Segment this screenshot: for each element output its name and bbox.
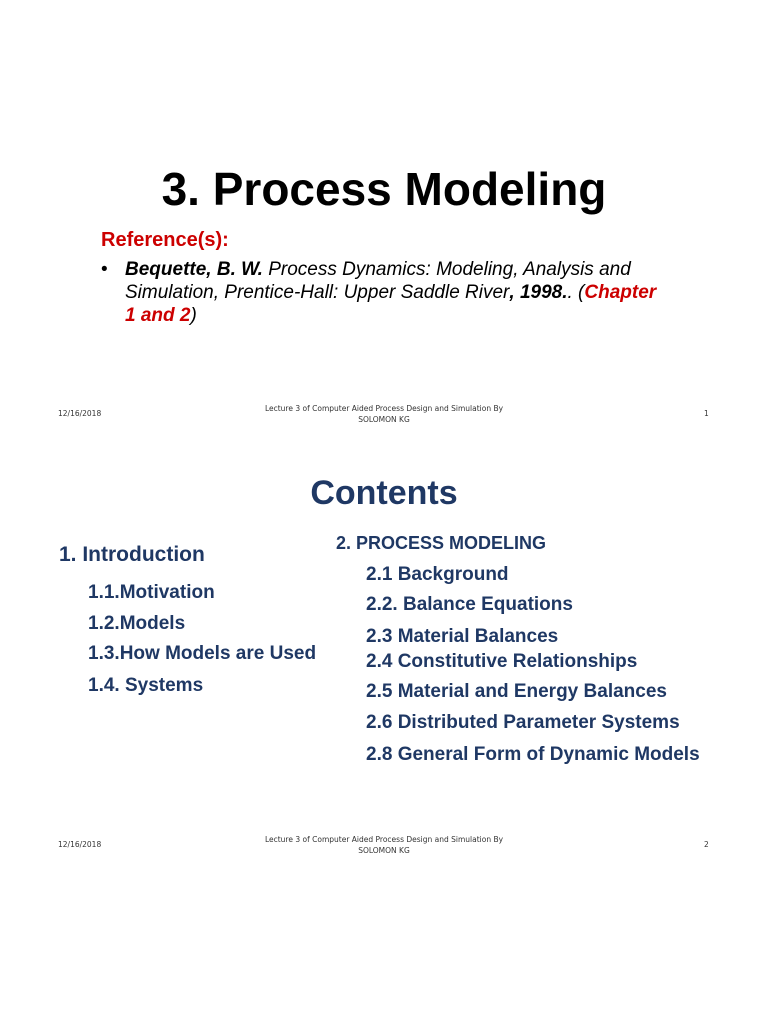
footer-caption bbox=[234, 834, 534, 856]
contents-item: 1.1.Motivation bbox=[88, 582, 215, 603]
contents-item: 1.4. Systems bbox=[88, 675, 204, 696]
footer-caption-line: SOLOMON KG bbox=[358, 846, 410, 855]
contents-item: 2.2. Balance Equations bbox=[366, 594, 573, 615]
footer-page-number: 1 bbox=[704, 409, 709, 418]
bullet-icon: • bbox=[101, 259, 108, 280]
contents-item: 1.3.How Models are Used bbox=[88, 643, 317, 664]
contents-item: 1.2.Models bbox=[88, 613, 186, 634]
reference-entry bbox=[101, 258, 671, 327]
reference-year: , 1998. bbox=[509, 282, 568, 303]
reference-punct: . ( bbox=[567, 282, 585, 303]
footer-caption bbox=[234, 403, 534, 425]
slide-title: 3. Process Modeling bbox=[161, 163, 607, 215]
footer-date: 12/16/2018 bbox=[58, 409, 102, 418]
contents-heading-introduction: 1. Introduction bbox=[59, 543, 205, 566]
contents-item: 2.5 Material and Energy Balances bbox=[366, 681, 667, 702]
contents-heading-process-modeling: 2. PROCESS MODELING bbox=[336, 533, 547, 553]
contents-item: 2.6 Distributed Parameter Systems bbox=[366, 712, 680, 733]
slide-2 bbox=[0, 434, 768, 868]
reference-title: Process Dynamics: Modeling, Analysis and Simulation, Prentice-Hall: Upper Saddle River bbox=[125, 259, 631, 303]
footer-date: 12/16/2018 bbox=[58, 840, 102, 849]
footer-caption-line: Lecture 3 of Computer Aided Process Design and Simulation By bbox=[264, 404, 504, 413]
reference-text bbox=[125, 258, 671, 327]
footer-caption-line: Lecture 3 of Computer Aided Process Design and Simulation By bbox=[264, 835, 504, 844]
slide-footer bbox=[0, 834, 768, 864]
footer-page-number: 2 bbox=[704, 840, 709, 849]
slide-footer bbox=[0, 403, 768, 433]
contents-item: 2.4 Constitutive Relationships bbox=[366, 651, 638, 672]
contents-item: 2.8 General Form of Dynamic Models bbox=[366, 744, 700, 765]
footer-caption-line: SOLOMON KG bbox=[358, 415, 410, 424]
reference-chapter: Chapter 1 and 2 bbox=[125, 282, 657, 326]
reference-close: ) bbox=[190, 305, 197, 326]
contents-item: 2.1 Background bbox=[366, 564, 509, 585]
contents-item: 2.3 Material Balances bbox=[366, 626, 559, 647]
slide-1 bbox=[0, 0, 768, 434]
slide-title: Contents bbox=[310, 474, 458, 512]
reference-heading: Reference(s): bbox=[101, 229, 229, 251]
reference-author: Bequette, B. W. bbox=[125, 259, 263, 280]
